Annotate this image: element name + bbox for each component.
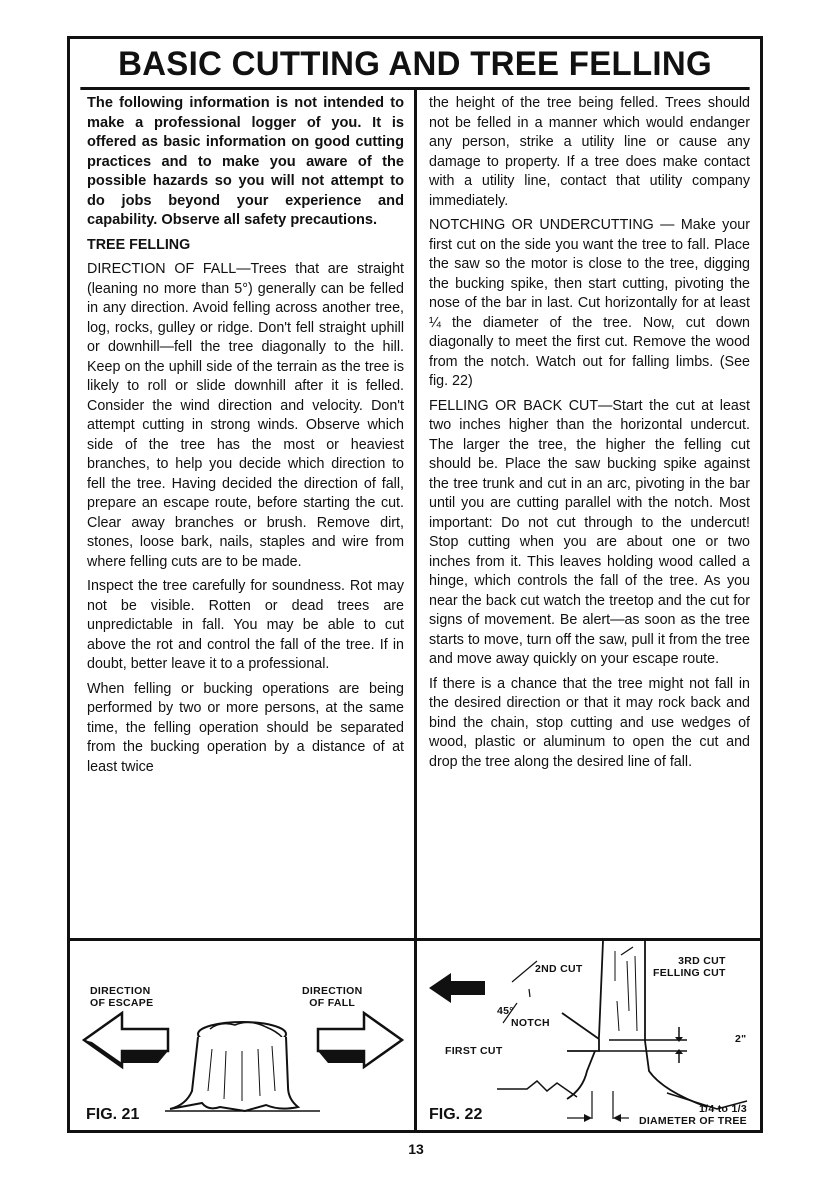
- right-column: [417, 90, 760, 938]
- section-heading-tree-felling: TREE FELLING: [87, 236, 191, 253]
- figure-22: [417, 941, 760, 1130]
- fall-arrow-icon: [318, 1013, 402, 1067]
- fall-label: DIRECTION OF FALL: [302, 985, 363, 1009]
- paragraph-direction-of-fall: DIRECTION OF FALL—Trees that are straight (leaning no more than 5°) generally can be felled in any direction. Avoid felling across another tree, log, rocks, gulley or ridge. Don't fell straight uphill or downhill—fell the tree diagonally to the hill. Keep on the uphill side of the terrain as the tree is likely to roll or slide downhill after it is felled. Consider the wind direction and velocity. Don't attempt cutting in strong winds. Observe which side of the tree has the most or heaviest branches, to help you decide which direction to fell the tree. Having decided the direction of fall, prepare an escape route, before starting the cut. Clear away branches or brush. Remove dirt, stones, loose bark, nails, staples and wire from where felling cuts are to be made.: [87, 261, 404, 570]
- third-cut-label: 3RD CUT FELLING CUT: [653, 955, 726, 979]
- fig22-caption: FIG. 22: [429, 1106, 483, 1123]
- paragraph-wedges: If there is a chance that the tree might not fall in the desired direction or that it may rock back and bind the chain, stop cutting and use wedges of wood, plastic or aluminum to open the cut and drop the tree along the desired line of fall.: [429, 675, 750, 770]
- fig21-caption: FIG. 21: [86, 1106, 140, 1123]
- paragraph-notching: NOTCHING OR UNDERCUTTING — Make your first cut on the side you want the tree to fall. Place the saw so the motor is close to the tree, digging the bucking spike, then start cutting, pivoting the nose of the bar in last. Cut horizontally for at least ¼ the diameter of the tree. Now, cut down diagonally to meet the first cut. Remove the wood from the notch. Watch out for falling limbs. (See fig. 22): [429, 217, 750, 389]
- paragraph-inspect-tree: Inspect the tree carefully for soundness. Rot may not be visible. Rotten or dead trees are unpredictable in fall. You may be able to cut above the rot and control the fall of the tree. If in doubt, better leave it to a professional.: [87, 578, 404, 672]
- second-cut-label: 2ND CUT: [535, 963, 583, 975]
- figure-row: [70, 938, 760, 1130]
- paragraph-back-cut: FELLING OR BACK CUT—Start the cut at least two inches higher than the horizontal undercut. The larger the tree, the higher the felling cut should be. Place the saw bucking spike against the tree trunk and cut in an arc, pivoting in the bar until you are cutting parallel with the notch. Most important: Do not cut through to the undercut! Stop cutting when you are about one or two inches from it. This leaves holding wood called a hinge, which controls the fall of the tree. As you near the back cut watch the treetop and the cut for signs of movement. Be alert—as soon as the tree starts to move, turn off the saw, pull it from the tree and move away quickly on your escape route.: [429, 397, 750, 667]
- paragraph-utility-line: the height of the tree being felled. Trees should not be felled in a manner which would endanger any person, strike a utility line or cause any damage to property. If a tree does make contact with a utility line, contact that utility company immediately.: [429, 95, 750, 209]
- fall-direction-arrow-icon: [429, 973, 485, 1003]
- diameter-label: 1/4 to 1/3 DIAMETER OF TREE: [638, 1103, 747, 1127]
- paragraph-two-persons: When felling or bucking operations are being performed by two or more persons, at the same time, the felling operation should be separated from the bucking operation by a distance of at least twice: [87, 680, 404, 775]
- fig21-illustration: [70, 941, 414, 1130]
- angle-label: 45°: [497, 1005, 514, 1017]
- escape-label: DIRECTION OF ESCAPE: [90, 985, 154, 1009]
- left-column: [70, 90, 417, 938]
- page-frame: [67, 36, 763, 1133]
- page-number: 13: [408, 1141, 424, 1157]
- page-title: BASIC CUTTING AND TREE FELLING: [80, 39, 749, 90]
- first-cut-label: FIRST CUT: [445, 1045, 503, 1057]
- figure-21: [70, 941, 417, 1130]
- intro-paragraph: The following information is not intended to make a professional logger of you. It is offered as basic information on good cutting practices and to make you aware of the possible hazards so you will not attempt to do jobs beyond your experience and capability. Observe all safety precautions.: [87, 95, 404, 228]
- tree-stump-icon: [165, 1022, 320, 1111]
- two-inch-label: 2": [735, 1033, 747, 1045]
- notch-label: NOTCH: [511, 1017, 550, 1029]
- escape-arrow-icon: [84, 1013, 168, 1067]
